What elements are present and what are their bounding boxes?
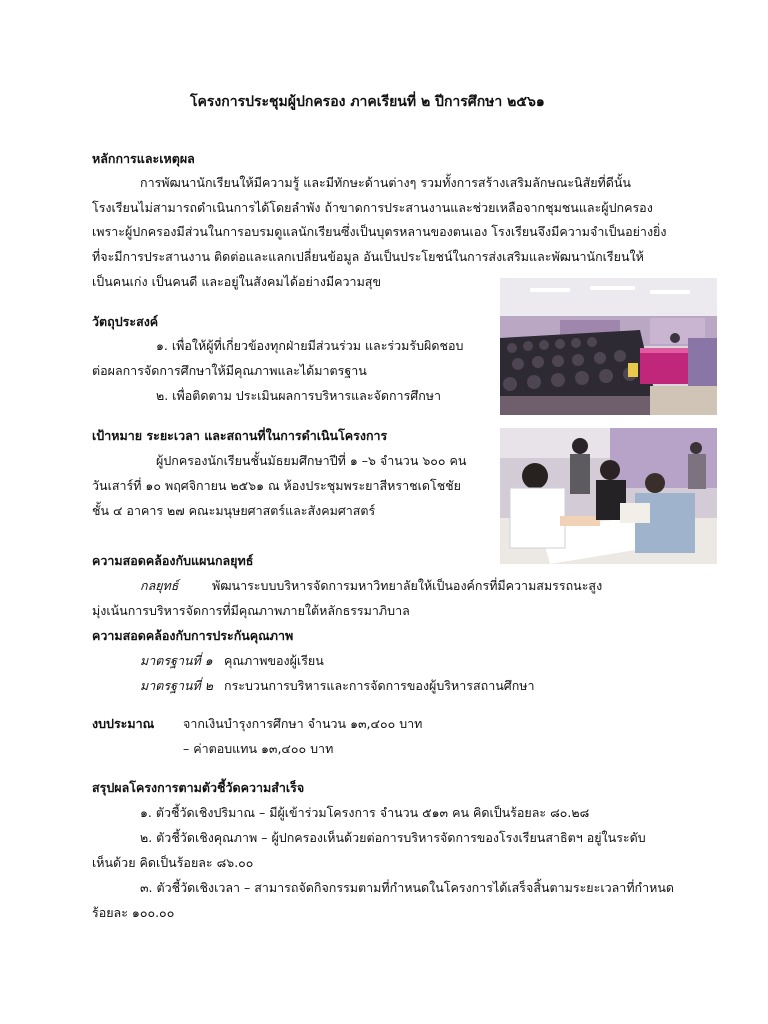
summary-line: ๓. ตัวชี้วัดเชิงเวลา – สามารถจัดกิจกรรมตามที่กำหนดในโครงการได้เสร็จสิ้นตามระยะเวลาที่กำหนด — [140, 880, 675, 895]
quality-standard-text: คุณภาพของผู้เรียน — [224, 653, 324, 668]
objective-line: ๒. เพื่อติดตาม ประเมินผลการบริหารและจัดการศึกษา — [156, 388, 442, 403]
strategy-heading: ความสอดคล้องกับแผนกลยุทธ์ — [92, 553, 254, 568]
strategy-line: พัฒนาระบบบริหารจัดการมหาวิทยาลัยให้เป็นองค์กรที่มีความสมรรถนะสูง — [212, 578, 603, 593]
summary-line: ๑. ตัวชี้วัดเชิงปริมาณ – มีผู้เข้าร่วมโครงการ จำนวน ๕๑๓ คน คิดเป็นร้อยละ ๘๐.๒๘ — [140, 805, 590, 820]
budget-line: – ค่าตอบแทน ๑๓,๔๐๐ บาท — [183, 741, 334, 756]
quality-heading: ความสอดคล้องกับการประกันคุณภาพ — [92, 628, 294, 643]
summary-line: เห็นด้วย คิดเป็นร้อยละ ๘๖.๐๐ — [92, 855, 254, 870]
target-line: วันเสาร์ที่ ๑๐ พฤศจิกายน ๒๕๖๑ ณ ห้องประชุมพระยาสีหราชเดโชชัย — [92, 478, 461, 493]
objectives-heading: วัตถุประสงค์ — [92, 314, 159, 329]
budget-heading: งบประมาณ — [92, 716, 155, 731]
objective-line: ต่อผลการจัดการศึกษาให้มีคุณภาพและได้มาตรฐาน — [92, 363, 367, 378]
strategy-line: มุ่งเน้นการบริหารจัดการที่มีคุณภาพภายใต้หลักธรรมาภิบาล — [92, 603, 410, 618]
summary-heading: สรุปผลโครงการตามตัวชี้วัดความสำเร็จ — [92, 780, 305, 795]
rationale-line: เป็นคนเก่ง เป็นคนดี และอยู่ในสังคมได้อย่างมีความสุข — [92, 274, 381, 289]
target-line: ชั้น ๔ อาคาร ๒๗ คณะมนุษยศาสตร์และสังคมศาสตร์ — [92, 503, 376, 518]
strategy-label: กลยุทธ์ — [140, 578, 179, 593]
target-line: ผู้ปกครองนักเรียนชั้นมัธยมศึกษาปีที่ ๑ –๖ จำนวน ๖๐๐ คน — [156, 453, 467, 468]
page-title: โครงการประชุมผู้ปกครอง ภาคเรียนที่ ๒ ปีการศึกษา ๒๕๖๑ — [190, 94, 545, 110]
rationale-line: เพราะผู้ปกครองมีส่วนในการอบรมดูแลนักเรียนซึ่งเป็นบุตรหลานของตนเอง โรงเรียนจึงมีความจำเป็นอย่างยิ่ง — [92, 224, 667, 239]
rationale-heading: หลักการและเหตุผล — [92, 151, 195, 166]
objective-line: ๑. เพื่อให้ผู้ที่เกี่ยวข้องทุกฝ่ายมีส่วนร่วม และร่วมรับผิดชอบ — [156, 338, 464, 353]
summary-line: ๒. ตัวชี้วัดเชิงคุณภาพ – ผู้ปกครองเห็นด้วยต่อการบริหารจัดการของโรงเรียนสาธิตฯ อยู่ในระดับ — [140, 830, 646, 845]
quality-standard-text: กระบวนการบริหารและการจัดการของผู้บริหารสถานศึกษา — [224, 678, 535, 693]
quality-standard-label: มาตรฐานที่ ๒ — [140, 678, 214, 693]
rationale-line: การพัฒนานักเรียนให้มีความรู้ และมีทักษะด้านต่างๆ รวมทั้งการสร้างเสริมลักษณะนิสัยที่ดีนั้น — [140, 175, 631, 190]
rationale-line: โรงเรียนไม่สามารถดำเนินการได้โดยลำพัง ถ้าขาดการประสานงานและช่วยเหลือจากชุมชนและผู้ปกครอง — [92, 200, 653, 215]
target-heading: เป้าหมาย ระยะเวลา และสถานที่ในการดำเนินโครงการ — [92, 428, 388, 443]
rationale-line: ที่จะมีการประสานงาน ติดต่อและแลกเปลี่ยนข้อมูล อันเป็นประโยชน์ในการส่งเสริมและพัฒนานักเรียนให้ — [92, 249, 644, 264]
meeting-hall-photo — [500, 278, 717, 415]
registration-desk-photo — [500, 428, 717, 564]
quality-standard-label: มาตรฐานที่ ๑ — [140, 653, 213, 668]
budget-line: จากเงินบำรุงการศึกษา จำนวน ๑๓,๔๐๐ บาท — [183, 716, 423, 731]
summary-line: ร้อยละ ๑๐๐.๐๐ — [92, 905, 175, 920]
